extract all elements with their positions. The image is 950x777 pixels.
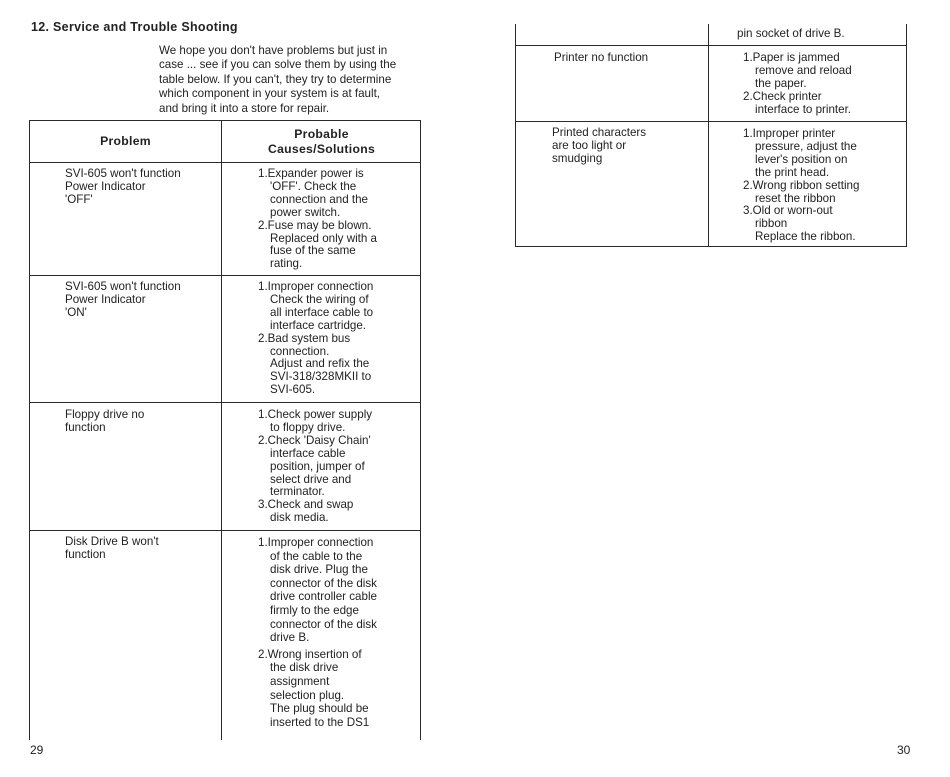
row-divider <box>516 45 906 46</box>
column-divider <box>708 24 709 246</box>
solution-cell: 1.Improper printer pressure, adjust the lever's position on the print head. 2.Wrong ribbon setting reset the ribbon 3.Old or worn-out ribbon Replace the ribbon. <box>743 127 860 244</box>
solution-cell: 1.Improper connection of the cable to the disk drive. Plug the connector of the disk drive controller cable firmly to the edge connector of the disk drive B. 2.Wrong insertion of the disk drive assignment selection plug. The plug should be inserted to the DS1 <box>258 536 377 729</box>
header-problem: Problem <box>100 134 151 148</box>
intro-line: case ... see if you can solve them by using the <box>159 58 397 72</box>
problem-cell: Disk Drive B won't function <box>65 535 159 561</box>
page-number: 29 <box>30 743 44 757</box>
intro-line: We hope you don't have problems but just in <box>159 44 388 57</box>
row-divider <box>30 402 420 403</box>
intro-paragraph <box>159 44 421 116</box>
problem-cell: Printer no function <box>554 51 649 64</box>
intro-line: table below. If you can't, they try to determine <box>159 72 392 86</box>
problem-cell: SVI-605 won't function Power Indicator 'ON' <box>65 280 181 319</box>
intro-line: and bring it into a store for repair. <box>159 101 330 115</box>
continuation-text: pin socket of drive B. <box>737 27 845 40</box>
right-page <box>475 0 950 777</box>
row-divider <box>516 121 906 122</box>
row-divider <box>30 530 420 531</box>
troubleshooting-table-continued <box>515 24 907 247</box>
page-number: 30 <box>897 743 911 757</box>
section-heading: 12. Service and Trouble Shooting <box>31 20 238 34</box>
problem-cell: SVI-605 won't function Power Indicator 'OFF' <box>65 167 181 206</box>
header-causes-solutions: Probable Causes/Solutions <box>267 127 376 156</box>
header-divider <box>30 162 420 163</box>
problem-cell: Printed characters are too light or smudging <box>552 126 647 165</box>
solution-cell: 1.Check power supply to floppy drive. 2.Check 'Daisy Chain' interface cable position, jumper of select drive and terminator. 3.Check and swap disk media. <box>258 408 373 525</box>
column-divider <box>221 121 222 740</box>
solution-cell: 1.Paper is jammed remove and reload the paper. 2.Check printer interface to printer. <box>743 51 852 116</box>
problem-cell: Floppy drive no function <box>65 408 145 434</box>
solution-cell: 1.Improper connection Check the wiring of all interface cable to interface cartridge. 2.Bad system bus connection. Adjust and refix the SVI-318/328MKII to SVI-605. <box>258 280 374 397</box>
row-divider <box>30 275 420 276</box>
solution-cell: 1.Expander power is 'OFF'. Check the connection and the power switch. 2.Fuse may be blown. Replaced only with a fuse of the same rating. <box>258 167 377 271</box>
troubleshooting-table <box>29 120 421 740</box>
intro-line: which component in your system is at fault, <box>159 87 381 101</box>
